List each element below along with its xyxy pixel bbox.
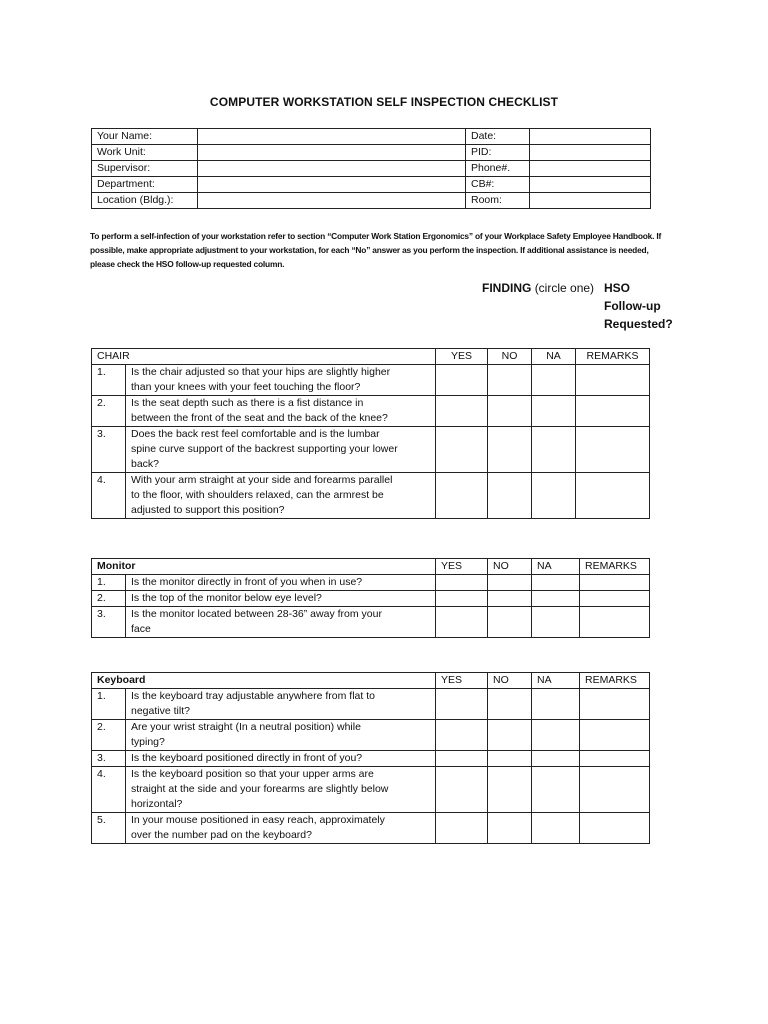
checklist-row xyxy=(92,813,650,844)
na-cell[interactable] xyxy=(532,427,576,473)
checklist-row xyxy=(92,427,650,473)
remarks-cell[interactable] xyxy=(576,473,650,519)
question-line: face xyxy=(131,623,151,635)
info-row xyxy=(92,145,651,161)
hso-line: Requested? xyxy=(604,317,673,331)
na-cell[interactable] xyxy=(532,751,580,767)
question-text xyxy=(126,720,436,751)
question-text xyxy=(126,575,436,591)
item-number: 2. xyxy=(92,720,126,751)
question-line: Is the keyboard positioned directly in front of you? xyxy=(131,752,363,764)
remarks-cell[interactable] xyxy=(576,427,650,473)
item-number: 5. xyxy=(92,813,126,844)
no-cell[interactable] xyxy=(488,365,532,396)
question-line: With your arm straight at your side and forearms parallel xyxy=(131,474,393,486)
finding-header xyxy=(482,279,594,297)
question-line: horizontal? xyxy=(131,798,183,810)
yes-cell[interactable] xyxy=(436,365,488,396)
monitor-checklist-table xyxy=(91,558,650,638)
yes-cell[interactable] xyxy=(436,607,488,638)
question-line: Is the seat depth such as there is a fist distance in xyxy=(131,397,364,409)
remarks-cell[interactable] xyxy=(580,813,650,844)
remarks-cell[interactable] xyxy=(576,396,650,427)
yes-cell[interactable] xyxy=(436,767,488,813)
item-number: 4. xyxy=(92,473,126,519)
column-header-na: NA xyxy=(532,349,576,365)
info-label: Date: xyxy=(466,129,530,145)
section-title: CHAIR xyxy=(92,349,436,365)
question-line: Is the keyboard tray adjustable anywhere from flat to xyxy=(131,690,375,702)
question-text xyxy=(126,751,436,767)
info-value-field[interactable] xyxy=(530,177,651,193)
question-line: straight at the side and your forearms are slightly below xyxy=(131,783,389,795)
hso-followup-header xyxy=(604,279,673,333)
page-title: COMPUTER WORKSTATION SELF INSPECTION CHECKLIST xyxy=(209,95,559,109)
yes-cell[interactable] xyxy=(436,591,488,607)
info-label: Supervisor: xyxy=(92,161,198,177)
column-header-na: NA xyxy=(532,559,580,575)
column-header-remarks: REMARKS xyxy=(580,673,650,689)
info-label: Phone#. xyxy=(466,161,530,177)
na-cell[interactable] xyxy=(532,689,580,720)
column-header-no: NO xyxy=(488,673,532,689)
no-cell[interactable] xyxy=(488,751,532,767)
question-text xyxy=(126,427,436,473)
question-line: Does the back rest feel comfortable and is the lumbar xyxy=(131,428,380,440)
remarks-cell[interactable] xyxy=(580,751,650,767)
question-line: between the front of the seat and the back of the knee? xyxy=(131,412,388,424)
checklist-row xyxy=(92,591,650,607)
remarks-cell[interactable] xyxy=(580,575,650,591)
item-number: 1. xyxy=(92,575,126,591)
info-value-field[interactable] xyxy=(530,161,651,177)
column-header-remarks: REMARKS xyxy=(580,559,650,575)
info-label: Department: xyxy=(92,177,198,193)
employee-info-table xyxy=(91,128,651,209)
no-cell[interactable] xyxy=(488,813,532,844)
info-row xyxy=(92,129,651,145)
question-text xyxy=(126,607,436,638)
checklist-row xyxy=(92,720,650,751)
info-value-field[interactable] xyxy=(530,193,651,209)
item-number: 3. xyxy=(92,607,126,638)
checklist-row xyxy=(92,751,650,767)
yes-cell[interactable] xyxy=(436,689,488,720)
item-number: 2. xyxy=(92,396,126,427)
na-cell[interactable] xyxy=(532,767,580,813)
yes-cell[interactable] xyxy=(436,751,488,767)
info-label: Work Unit: xyxy=(92,145,198,161)
checklist-row xyxy=(92,473,650,519)
section-header-row xyxy=(92,559,650,575)
item-number: 3. xyxy=(92,751,126,767)
chair-checklist-table xyxy=(91,348,650,519)
section-header-row xyxy=(92,673,650,689)
question-line: Is the chair adjusted so that your hips are slightly higher xyxy=(131,366,391,378)
question-line: Is the keyboard position so that your upper arms are xyxy=(131,768,374,780)
info-value-field[interactable] xyxy=(198,145,466,161)
question-line: Is the monitor directly in front of you when in use? xyxy=(131,576,363,588)
hso-line: Follow-up xyxy=(604,299,661,313)
question-line: adjusted to support this position? xyxy=(131,504,285,516)
question-line: Are your wrist straight (In a neutral position) while xyxy=(131,721,361,733)
no-cell[interactable] xyxy=(488,396,532,427)
question-line: to the floor, with shoulders relaxed, can the armrest be xyxy=(131,489,384,501)
section-title: Monitor xyxy=(92,559,436,575)
checklist-row xyxy=(92,396,650,427)
question-text xyxy=(126,591,436,607)
yes-cell[interactable] xyxy=(436,396,488,427)
question-line: over the number pad on the keyboard? xyxy=(131,829,312,841)
na-cell[interactable] xyxy=(532,365,576,396)
info-value-field[interactable] xyxy=(530,145,651,161)
item-number: 1. xyxy=(92,689,126,720)
checklist-row xyxy=(92,607,650,638)
remarks-cell[interactable] xyxy=(576,365,650,396)
item-number: 3. xyxy=(92,427,126,473)
info-value-field[interactable] xyxy=(198,161,466,177)
na-cell[interactable] xyxy=(532,720,580,751)
yes-cell[interactable] xyxy=(436,813,488,844)
info-value-field[interactable] xyxy=(198,129,466,145)
info-row xyxy=(92,161,651,177)
question-line: Is the monitor located between 28-36” away from your xyxy=(131,608,382,620)
finding-label: FINDING xyxy=(482,281,532,295)
column-header-no: NO xyxy=(488,349,532,365)
question-line: In your mouse positioned in easy reach, approximately xyxy=(131,814,385,826)
remarks-cell[interactable] xyxy=(580,767,650,813)
instructions-paragraph: To perform a self-infection of your workstation refer to section “Computer Work Station Ergonomics” of your Workplace Safety Employee Handbook. If possible, make appropriate adjustment to your workstation, for each “No” answer as you perform the inspection. If additional assistance is needed, please check the HSO follow-up requested column. xyxy=(90,231,662,269)
remarks-cell[interactable] xyxy=(580,720,650,751)
hso-line: HSO xyxy=(604,281,631,295)
question-line: typing? xyxy=(131,736,165,748)
question-text xyxy=(126,767,436,813)
keyboard-checklist-table xyxy=(91,672,650,844)
na-cell[interactable] xyxy=(532,396,576,427)
item-number: 4. xyxy=(92,767,126,813)
na-cell[interactable] xyxy=(532,473,576,519)
question-text xyxy=(126,813,436,844)
checklist-row xyxy=(92,689,650,720)
finding-note: (circle one) xyxy=(534,281,595,295)
column-header-yes: YES xyxy=(436,559,488,575)
info-label: PID: xyxy=(466,145,530,161)
yes-cell[interactable] xyxy=(436,575,488,591)
no-cell[interactable] xyxy=(488,591,532,607)
info-value-field[interactable] xyxy=(198,193,466,209)
no-cell[interactable] xyxy=(488,607,532,638)
no-cell[interactable] xyxy=(488,575,532,591)
na-cell[interactable] xyxy=(532,591,580,607)
checklist-row xyxy=(92,767,650,813)
no-cell[interactable] xyxy=(488,473,532,519)
question-text xyxy=(126,365,436,396)
no-cell[interactable] xyxy=(488,689,532,720)
section-title: Keyboard xyxy=(92,673,436,689)
column-header-yes: YES xyxy=(436,349,488,365)
checklist-row xyxy=(92,365,650,396)
item-number: 2. xyxy=(92,591,126,607)
na-cell[interactable] xyxy=(532,607,580,638)
info-row xyxy=(92,177,651,193)
info-label: CB#: xyxy=(466,177,530,193)
info-row xyxy=(92,193,651,209)
remarks-cell[interactable] xyxy=(580,591,650,607)
column-header-na: NA xyxy=(532,673,580,689)
checklist-row xyxy=(92,575,650,591)
no-cell[interactable] xyxy=(488,427,532,473)
no-cell[interactable] xyxy=(488,720,532,751)
column-header-no: NO xyxy=(488,559,532,575)
info-value-field[interactable] xyxy=(530,129,651,145)
yes-cell[interactable] xyxy=(436,720,488,751)
info-value-field[interactable] xyxy=(198,177,466,193)
column-header-yes: YES xyxy=(436,673,488,689)
remarks-cell[interactable] xyxy=(580,689,650,720)
info-label: Room: xyxy=(466,193,530,209)
question-text xyxy=(126,396,436,427)
question-line: back? xyxy=(131,458,160,470)
info-label: Location (Bldg.): xyxy=(92,193,198,209)
remarks-cell[interactable] xyxy=(580,607,650,638)
yes-cell[interactable] xyxy=(436,427,488,473)
question-line: negative tilt? xyxy=(131,705,190,717)
question-line: spine curve support of the backrest supporting your lower xyxy=(131,443,398,455)
item-number: 1. xyxy=(92,365,126,396)
no-cell[interactable] xyxy=(488,767,532,813)
yes-cell[interactable] xyxy=(436,473,488,519)
question-text xyxy=(126,473,436,519)
question-text xyxy=(126,689,436,720)
question-line: than your knees with your feet touching the floor? xyxy=(131,381,361,393)
na-cell[interactable] xyxy=(532,575,580,591)
info-label: Your Name: xyxy=(92,129,198,145)
question-line: Is the top of the monitor below eye level? xyxy=(131,592,322,604)
column-header-remarks: REMARKS xyxy=(576,349,650,365)
section-header-row xyxy=(92,349,650,365)
na-cell[interactable] xyxy=(532,813,580,844)
